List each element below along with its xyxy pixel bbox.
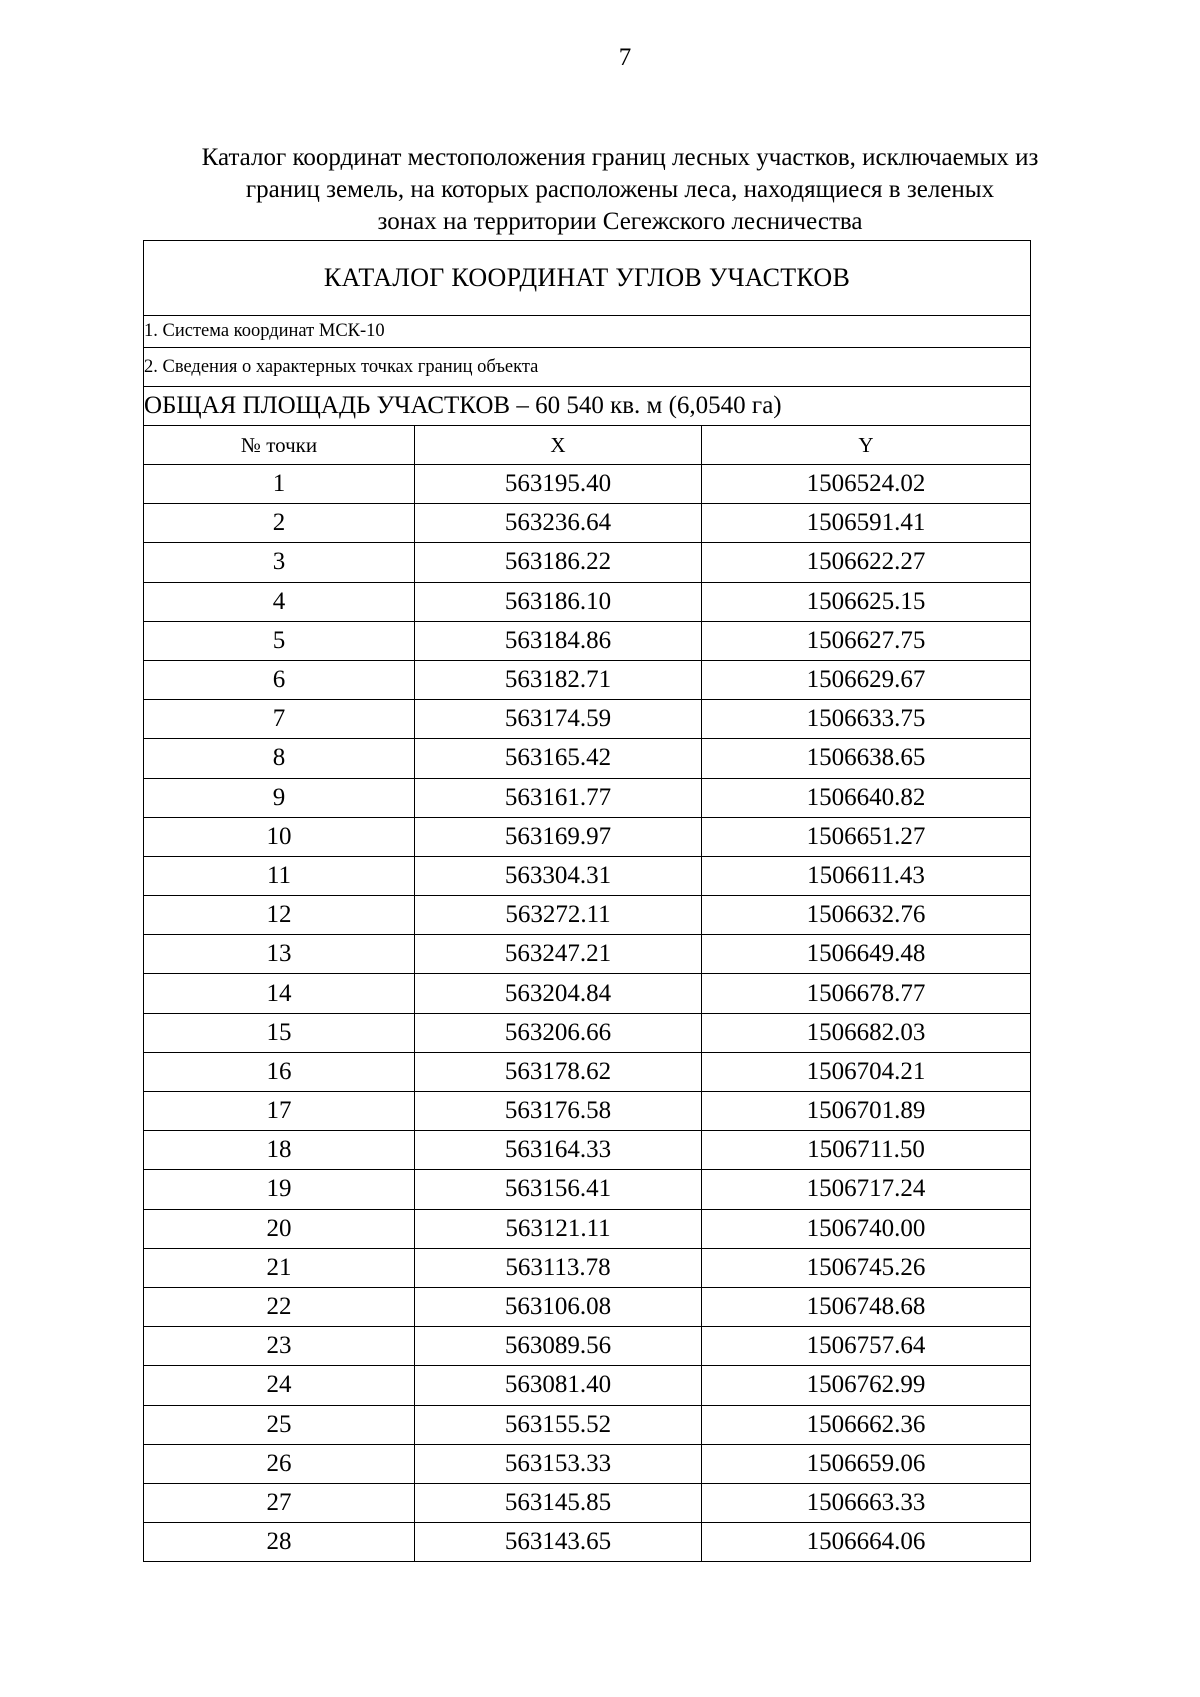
y-coordinate-cell: 1506664.06	[702, 1523, 1031, 1562]
x-coordinate-cell: 563121.11	[415, 1209, 702, 1248]
table-heading-row	[144, 241, 1031, 316]
x-coordinate-cell: 563186.22	[415, 543, 702, 582]
point-number-cell: 4	[144, 582, 415, 621]
y-coordinate-cell: 1506627.75	[702, 621, 1031, 660]
column-header-y: Y	[702, 426, 1031, 465]
table-row	[144, 504, 1031, 543]
point-number-cell: 1	[144, 465, 415, 504]
point-number-cell: 7	[144, 700, 415, 739]
point-number-cell: 28	[144, 1523, 415, 1562]
point-number-cell: 27	[144, 1483, 415, 1522]
x-coordinate-cell: 563156.41	[415, 1170, 702, 1209]
y-coordinate-cell: 1506622.27	[702, 543, 1031, 582]
point-number-cell: 13	[144, 935, 415, 974]
table-row	[144, 1483, 1031, 1522]
table-row	[144, 1366, 1031, 1405]
point-number-cell: 19	[144, 1170, 415, 1209]
y-coordinate-cell: 1506524.02	[702, 465, 1031, 504]
y-coordinate-cell: 1506659.06	[702, 1444, 1031, 1483]
table-row	[144, 1131, 1031, 1170]
point-number-cell: 23	[144, 1327, 415, 1366]
y-coordinate-cell: 1506640.82	[702, 778, 1031, 817]
point-number-cell: 22	[144, 1287, 415, 1326]
x-coordinate-cell: 563272.11	[415, 896, 702, 935]
x-coordinate-cell: 563195.40	[415, 465, 702, 504]
table-row	[144, 935, 1031, 974]
y-coordinate-cell: 1506638.65	[702, 739, 1031, 778]
x-coordinate-cell: 563184.86	[415, 621, 702, 660]
table-row	[144, 465, 1031, 504]
document-title	[140, 142, 1100, 238]
point-number-cell: 20	[144, 1209, 415, 1248]
table-row	[144, 1444, 1031, 1483]
table-row	[144, 621, 1031, 660]
table-row	[144, 974, 1031, 1013]
point-number-cell: 26	[144, 1444, 415, 1483]
point-number-cell: 10	[144, 817, 415, 856]
y-coordinate-cell: 1506717.24	[702, 1170, 1031, 1209]
table-row	[144, 1052, 1031, 1091]
x-coordinate-cell: 563165.42	[415, 739, 702, 778]
table-row	[144, 700, 1031, 739]
info-row-points-note	[144, 348, 1031, 387]
table-row	[144, 582, 1031, 621]
table-row	[144, 543, 1031, 582]
y-coordinate-cell: 1506651.27	[702, 817, 1031, 856]
y-coordinate-cell: 1506745.26	[702, 1248, 1031, 1287]
y-coordinate-cell: 1506663.33	[702, 1483, 1031, 1522]
y-coordinate-cell: 1506704.21	[702, 1052, 1031, 1091]
page-number: 7	[618, 44, 632, 71]
point-number-cell: 24	[144, 1366, 415, 1405]
table-row	[144, 778, 1031, 817]
y-coordinate-cell: 1506591.41	[702, 504, 1031, 543]
info-row-coordinate-system	[144, 316, 1031, 348]
point-number-cell: 2	[144, 504, 415, 543]
point-number-cell: 25	[144, 1405, 415, 1444]
total-area-row	[144, 387, 1031, 426]
x-coordinate-cell: 563174.59	[415, 700, 702, 739]
x-coordinate-cell: 563145.85	[415, 1483, 702, 1522]
x-coordinate-cell: 563089.56	[415, 1327, 702, 1366]
coordinates-table	[143, 240, 1031, 1562]
table-row	[144, 1209, 1031, 1248]
y-coordinate-cell: 1506701.89	[702, 1092, 1031, 1131]
x-coordinate-cell: 563113.78	[415, 1248, 702, 1287]
x-coordinate-cell: 563169.97	[415, 817, 702, 856]
x-coordinate-cell: 563182.71	[415, 660, 702, 699]
x-coordinate-cell: 563164.33	[415, 1131, 702, 1170]
point-number-cell: 12	[144, 896, 415, 935]
table-row	[144, 1327, 1031, 1366]
table-row	[144, 1287, 1031, 1326]
table-row	[144, 817, 1031, 856]
x-coordinate-cell: 563155.52	[415, 1405, 702, 1444]
y-coordinate-cell: 1506649.48	[702, 935, 1031, 974]
y-coordinate-cell: 1506662.36	[702, 1405, 1031, 1444]
y-coordinate-cell: 1506633.75	[702, 700, 1031, 739]
x-coordinate-cell: 563186.10	[415, 582, 702, 621]
title-line-2: границ земель, на которых расположены леса, находящиеся в зеленых	[245, 176, 995, 203]
y-coordinate-cell: 1506678.77	[702, 974, 1031, 1013]
y-coordinate-cell: 1506625.15	[702, 582, 1031, 621]
table-row	[144, 896, 1031, 935]
column-header-point: № точки	[144, 426, 415, 465]
column-header-row	[144, 426, 1031, 465]
y-coordinate-cell: 1506629.67	[702, 660, 1031, 699]
x-coordinate-cell: 563153.33	[415, 1444, 702, 1483]
x-coordinate-cell: 563106.08	[415, 1287, 702, 1326]
y-coordinate-cell: 1506711.50	[702, 1131, 1031, 1170]
x-coordinate-cell: 563143.65	[415, 1523, 702, 1562]
column-header-x: X	[415, 426, 702, 465]
y-coordinate-cell: 1506740.00	[702, 1209, 1031, 1248]
point-number-cell: 14	[144, 974, 415, 1013]
point-number-cell: 8	[144, 739, 415, 778]
y-coordinate-cell: 1506611.43	[702, 856, 1031, 895]
table-row	[144, 1092, 1031, 1131]
y-coordinate-cell: 1506762.99	[702, 1366, 1031, 1405]
y-coordinate-cell: 1506632.76	[702, 896, 1031, 935]
point-number-cell: 15	[144, 1013, 415, 1052]
point-number-cell: 18	[144, 1131, 415, 1170]
point-number-cell: 17	[144, 1092, 415, 1131]
table-row	[144, 660, 1031, 699]
x-coordinate-cell: 563204.84	[415, 974, 702, 1013]
table-row	[144, 739, 1031, 778]
total-area: ОБЩАЯ ПЛОЩАДЬ УЧАСТКОВ – 60 540 кв. м (6,0540 га)	[144, 387, 1031, 426]
point-number-cell: 6	[144, 660, 415, 699]
table-row	[144, 1523, 1031, 1562]
x-coordinate-cell: 563247.21	[415, 935, 702, 974]
title-line-1: Каталог координат местоположения границ лесных участков, исключаемых из	[201, 144, 1039, 171]
table-row	[144, 1248, 1031, 1287]
point-number-cell: 5	[144, 621, 415, 660]
table-row	[144, 1170, 1031, 1209]
points-note: 2. Сведения о характерных точках границ объекта	[144, 348, 1031, 387]
y-coordinate-cell: 1506757.64	[702, 1327, 1031, 1366]
table-row	[144, 856, 1031, 895]
point-number-cell: 16	[144, 1052, 415, 1091]
point-number-cell: 3	[144, 543, 415, 582]
table-row	[144, 1405, 1031, 1444]
point-number-cell: 9	[144, 778, 415, 817]
x-coordinate-cell: 563178.62	[415, 1052, 702, 1091]
title-line-3: зонах на территории Сегежского лесничества	[377, 208, 863, 235]
x-coordinate-cell: 563236.64	[415, 504, 702, 543]
x-coordinate-cell: 563176.58	[415, 1092, 702, 1131]
table-row	[144, 1013, 1031, 1052]
x-coordinate-cell: 563206.66	[415, 1013, 702, 1052]
table-heading: КАТАЛОГ КООРДИНАТ УГЛОВ УЧАСТКОВ	[144, 241, 1031, 316]
y-coordinate-cell: 1506682.03	[702, 1013, 1031, 1052]
y-coordinate-cell: 1506748.68	[702, 1287, 1031, 1326]
point-number-cell: 21	[144, 1248, 415, 1287]
point-number-cell: 11	[144, 856, 415, 895]
x-coordinate-cell: 563304.31	[415, 856, 702, 895]
coordinate-system-note: 1. Система координат МСК-10	[144, 316, 1031, 348]
x-coordinate-cell: 563081.40	[415, 1366, 702, 1405]
x-coordinate-cell: 563161.77	[415, 778, 702, 817]
